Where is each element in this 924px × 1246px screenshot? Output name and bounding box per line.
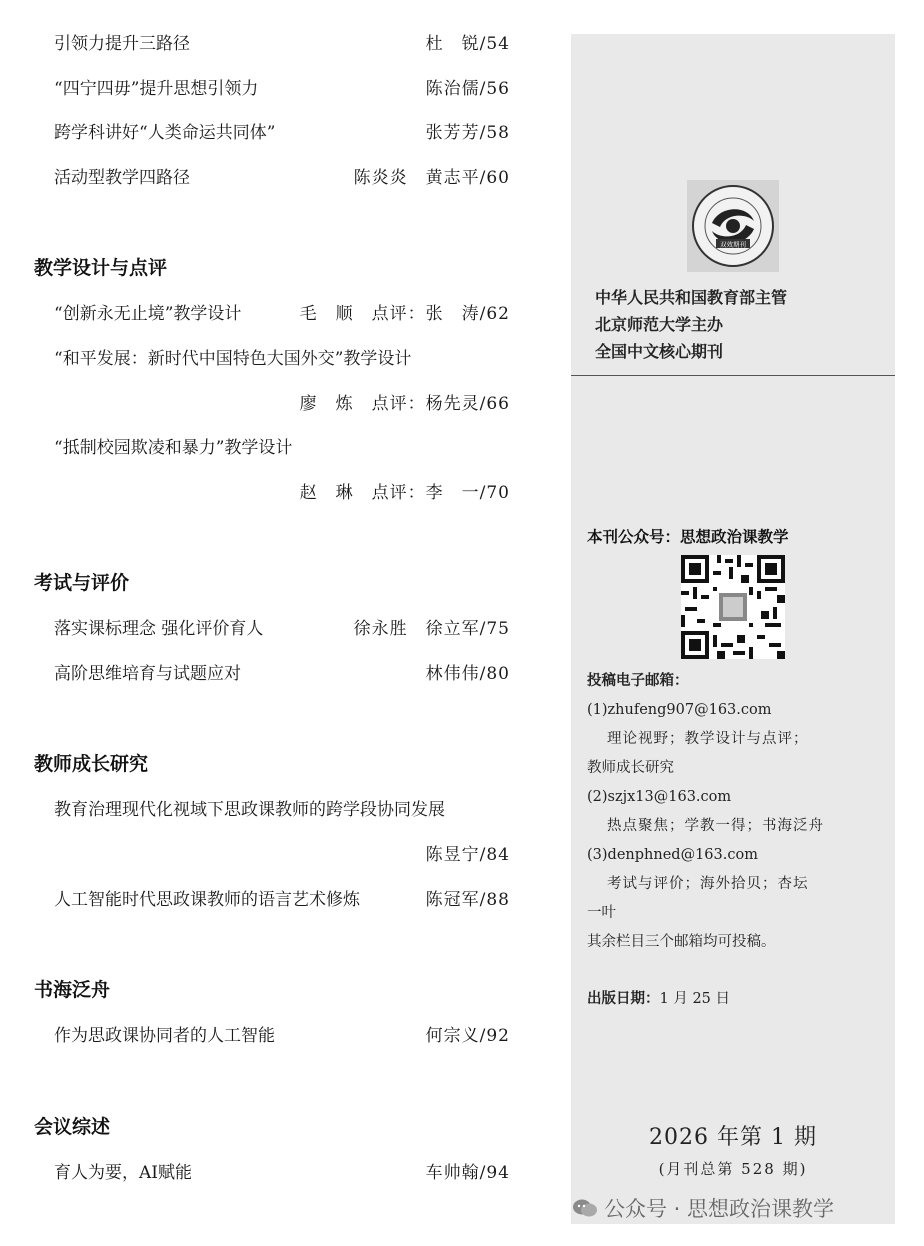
publisher-lines (595, 284, 787, 365)
toc-entry-author: 陈冠军/88 (425, 890, 510, 910)
publisher-line: 全国中文核心期刊 (595, 342, 724, 361)
toc-entry-title: 人工智能时代思政课教师的语言艺术修炼 (54, 890, 360, 910)
toc-entry-title: 教育治理现代化视域下思政课教师的跨学段协同发展 (54, 800, 445, 820)
toc-entry-title: 育人为要，AI赋能 (54, 1163, 192, 1183)
email-note: 其余栏目三个邮箱均可投稿。 (587, 934, 776, 950)
total-issue: (月刊总第 528 期) (658, 1160, 808, 1178)
email-columns: 热点聚焦；学教一得；书海泛舟 (607, 818, 824, 834)
section-heading-exam: 考试与评价 (34, 572, 130, 594)
email-heading: 投稿电子邮箱： (587, 673, 689, 689)
wechat-icon (572, 1198, 598, 1218)
publisher-line: 中华人民共和国教育部主管 (595, 288, 788, 307)
toc-entry-author: 张芳芳/58 (425, 123, 510, 143)
divider (571, 375, 895, 376)
toc-entry-author: 陈昱宁/84 (425, 845, 510, 865)
section-heading-teaching-design: 教学设计与点评 (34, 257, 168, 279)
toc-entry-author: 廖 炼 点评：杨先灵/66 (299, 394, 510, 414)
toc-entry-author: 毛 顺 点评：张 涛/62 (299, 304, 510, 324)
pubdate-value: 1 月 25 日 (659, 991, 731, 1007)
toc-entry-author: 车帅翰/94 (425, 1163, 510, 1183)
watermark (572, 1193, 834, 1223)
email-address[interactable]: (3)denphned@163.com (587, 847, 758, 863)
toc-entry-author: 陈治儒/56 (425, 79, 510, 99)
watermark-text: 公众号 · 思想政治课教学 (604, 1197, 835, 1221)
submission-emails (587, 667, 887, 957)
toc-entry-title: 跨学科讲好“人类命运共同体” (54, 123, 276, 143)
email-columns: 考试与评价；海外拾贝；杏坛 (607, 876, 809, 892)
toc-entry-author: 林伟伟/80 (425, 664, 510, 684)
email-columns-cont: 教师成长研究 (587, 760, 674, 776)
journal-seal-logo (687, 180, 779, 272)
section-heading-books: 书海泛舟 (34, 979, 111, 1001)
toc-entry-title: 活动型教学四路径 (54, 168, 190, 188)
pubdate-label: 出版日期： (587, 991, 660, 1007)
toc-entry-author: 陈炎炎 黄志平/60 (353, 168, 510, 188)
publication-date (587, 987, 730, 1008)
seal-text: 双效期刊 (720, 240, 746, 249)
email-columns: 理论视野；教学设计与点评； (607, 731, 809, 747)
toc-entry-title: “抵制校园欺凌和暴力”教学设计 (54, 438, 293, 458)
toc-entry-title: 作为思政课协同者的人工智能 (54, 1026, 275, 1046)
toc-entry-title: 引领力提升三路径 (54, 34, 190, 54)
email-columns-cont: 一叶 (587, 905, 616, 921)
toc-entry-author: 徐永胜 徐立军/75 (353, 619, 510, 639)
toc-entry-author: 何宗义/92 (425, 1026, 510, 1046)
email-address[interactable]: (2)szjx13@163.com (587, 789, 732, 805)
toc-entry-title: “和平发展：新时代中国特色大国外交”教学设计 (54, 349, 412, 369)
wechat-account: 本刊公众号：思想政治课教学 (587, 528, 789, 546)
issue-number: 2026 年第 1 期 (649, 1125, 817, 1150)
toc-entry-title: 落实课标理念 强化评价育人 (54, 619, 264, 639)
toc-entry-author: 杜 锐/54 (425, 34, 510, 54)
toc-entry-author: 赵 琳 点评：李 一/70 (299, 483, 510, 503)
section-heading-meeting: 会议综述 (34, 1116, 111, 1138)
qr-code[interactable] (681, 555, 785, 659)
seal-icon (690, 183, 776, 269)
qr-code-icon (681, 555, 785, 659)
toc-entry-title: “四宁四毋”提升思想引领力 (54, 79, 259, 99)
publisher-line: 北京师范大学主办 (595, 315, 724, 334)
section-heading-teacher-growth: 教师成长研究 (34, 753, 149, 775)
toc-entry-title: “创新永无止境”教学设计 (54, 304, 242, 324)
info-sidebar (571, 34, 895, 1224)
toc-entry-title: 高阶思维培育与试题应对 (54, 664, 241, 684)
email-address[interactable]: (1)zhufeng907@163.com (587, 702, 772, 718)
